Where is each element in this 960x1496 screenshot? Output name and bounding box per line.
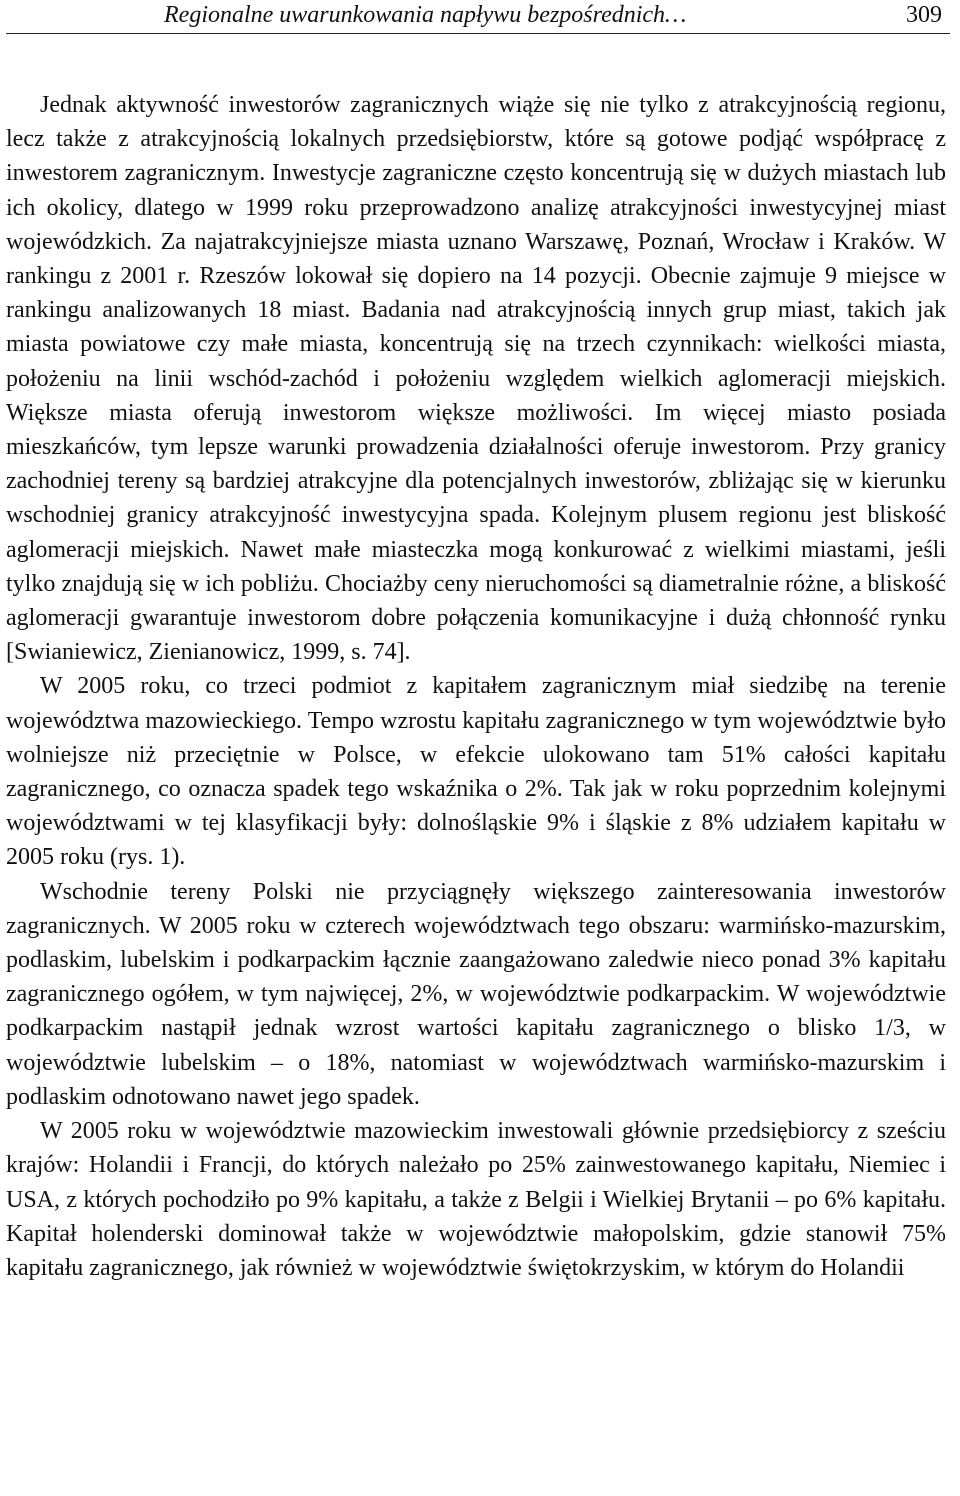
paragraph-3: Wschodnie tereny Polski nie przyciągnęły większego zainteresowania inwestorów zagranicznych. W 2005 roku w czterech województwach tego obszaru: warmińsko-mazurskim, podlaskim, lubelskim i podkarpackim łącznie zaangażowano zaledwie nieco ponad 3% kapitału zagranicznego ogółem, w tym najwięcej, 2%, w województwie podkarpackim. W województwie podkarpackim nastąpił jednak wzrost wartości kapitału zagranicznego o blisko 1/3, w województwie lubelskim – o 18%, natomiast w województwach warmińsko-mazurskim i podlaskim odnotowano nawet jego spadek. [6, 878, 946, 1110]
running-header [6, 0, 950, 34]
body-text [6, 88, 946, 1285]
paragraph-4: W 2005 roku w województwie mazowieckim inwestowali głównie przedsiębiorcy z sześciu krajów: Holandii i Francji, do których należało po 25% zainwestowanego kapitału, Niemiec i USA, z których pochodziło po 9% kapitału, a także z Belgii i Wielkiej Brytanii – po 6% kapitału. Kapitał holenderski dominował także w województwie małopolskim, gdzie stanowił 75% kapitału zagranicznego, jak również w województwie świętokrzyskim, w którym do Holandii [6, 1118, 946, 1281]
page-number: 309 [906, 2, 942, 28]
running-title: Regionalne uwarunkowania napływu bezpośrednich… [164, 2, 687, 28]
paragraph-2: W 2005 roku, co trzeci podmiot z kapitałem zagranicznym miał siedzibę na terenie województwa mazowieckiego. Tempo wzrostu kapitału zagranicznego w tym województwie było wolniejsze niż przeciętnie w Polsce, w efekcie ulokowano tam 51% całości kapitału zagranicznego, co oznacza spadek tego wskaźnika o 2%. Tak jak w roku poprzednim kolejnymi województwami w tej klasyfikacji były: dolnośląskie 9% i śląskie z 8% udziałem kapitału w 2005 roku (rys. 1). [6, 673, 946, 871]
paragraph-1: Jednak aktywność inwestorów zagranicznych wiąże się nie tylko z atrakcyjnością regionu, lecz także z atrakcyjnością lokalnych przedsiębiorstw, które są gotowe podjąć współpracę z inwestorem zagranicznym. Inwestycje zagraniczne często koncentrują się w dużych miastach lub ich okolicy, dlatego w 1999 roku przeprowadzono analizę atrakcyjności inwestycyjnej miast wojewódzkich. Za najatrakcyjniejsze miasta uznano Warszawę, Poznań, Wrocław i Kraków. W rankingu z 2001 r. Rzeszów lokował się dopiero na 14 pozycji. Obecnie zajmuje 9 miejsce w rankingu analizowanych 18 miast. Badania nad atrakcyjnością innych grup miast, takich jak miasta powiatowe czy małe miasta, koncentrują się na trzech czynnikach: wielkości miasta, położeniu na linii wschód-zachód i położeniu względem wielkich aglomeracji miejskich. Większe miasta oferują inwestorom większe możliwości. Im więcej miasto posiada mieszkańców, tym lepsze warunki prowadzenia działalności oferuje inwestorom. Przy granicy zachodniej tereny są bardziej atrakcyjne dla potencjalnych inwestorów, zbliżając się w kierunku wschodniej granicy atrakcyjność inwestycyjna spada. Kolejnym plusem regionu jest bliskość aglomeracji miejskich. Nawet małe miasteczka mogą konkurować z wielkimi miastami, jeśli tylko znajdują się w ich pobliżu. Chociażby ceny nieruchomości są diametralnie różne, a bliskość aglomeracji gwarantuje inwestorom dobre połączenia komunikacyjne i dużą chłonność rynku [Swianiewicz, Zienianowicz, 1999, s. 74]. [6, 92, 946, 666]
